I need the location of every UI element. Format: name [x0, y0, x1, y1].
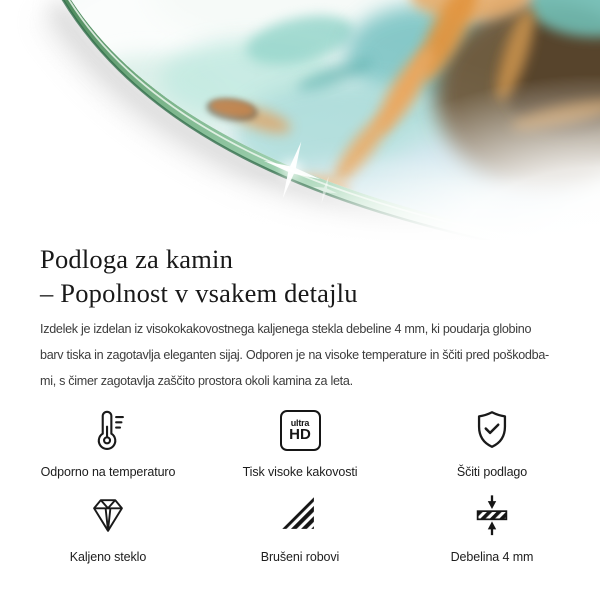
- page-title: [40, 242, 560, 310]
- feature-temperature-resistant: [12, 406, 204, 479]
- feature-label: Ščiti podlago: [456, 465, 528, 479]
- shield-check-icon: [469, 406, 515, 454]
- bottom-fade: [0, 0, 600, 240]
- feature-tempered-glass: [12, 491, 204, 564]
- feature-print-quality: [204, 406, 396, 479]
- feature-label: Tisk visoke kakovosti: [242, 465, 358, 479]
- feature-label: Debelina 4 mm: [450, 550, 534, 564]
- thermometer-icon: [85, 406, 131, 454]
- feature-thickness: [396, 491, 588, 564]
- title-line-2: – Popolnost v vsakem detajlu: [40, 278, 358, 308]
- marble-disc-graphic: [0, 0, 600, 240]
- feature-grid: [0, 406, 600, 564]
- title-line-1: Podloga za kamin: [40, 244, 234, 274]
- diamond-icon: [85, 491, 131, 539]
- thickness-icon: [469, 491, 515, 539]
- polished-edges-icon: [277, 491, 323, 539]
- feature-label: Brušeni robovi: [260, 550, 340, 564]
- feature-label: Odporno na temperaturo: [40, 465, 176, 479]
- product-image: [0, 0, 600, 240]
- uhd-badge-top: ultra: [290, 417, 310, 428]
- feature-label: Kaljeno steklo: [69, 550, 147, 564]
- feature-polished-edges: [204, 491, 396, 564]
- description-line: barv tiska in zagotavlja eleganten sijaj. Odporen je na visoke temperature in ščiti pred poškodba-: [40, 348, 549, 362]
- feature-protects-floor: [396, 406, 588, 479]
- product-description: [40, 316, 560, 394]
- uhd-badge-bottom: HD: [289, 425, 311, 443]
- description-line: Izdelek je izdelan iz visokokakovostnega kaljenega stekla debeline 4 mm, ki poudarja globino: [40, 322, 532, 336]
- description-line: mi, s čimer zagotavlja zaščito prostora okoli kamina za leta.: [40, 374, 353, 388]
- ultra-hd-icon: [280, 406, 321, 454]
